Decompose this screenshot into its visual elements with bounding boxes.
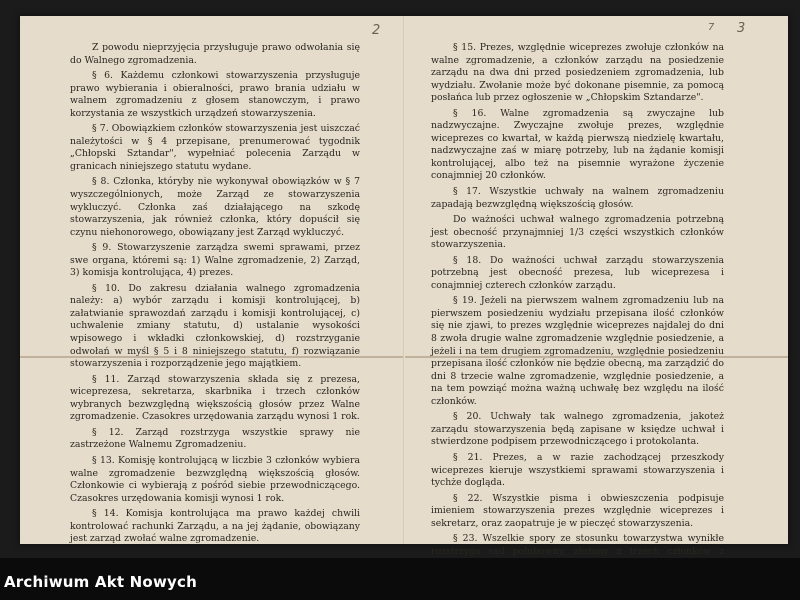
paragraph: § 16. Walne zgromadzenia są zwyczajne lub nadzwyczajne. Zwyczajne zwołuje prezes, względnie wiceprezes co kwartał, w każdą pierwszą niedzielę kwartału, nadzwyczajne zaś w miarę potrzeby, lub na żądanie komisji kontrolującej, albo też na pisemnie wyrażone życzenie conajmniej 20 członków.: [431, 107, 724, 182]
left-column: [70, 42, 360, 549]
paragraph: § 14. Komisja kontrolująca ma prawo każdej chwili kontrolować rachunki Zarządu, a na jej żądanie, obowiązany jest zarząd zwołać walne zgromadzenie.: [70, 508, 360, 545]
page-number-right: 3: [737, 21, 746, 36]
paragraph: § 19. Jeżeli na pierwszem walnem zgromadzeniu lub na pierwszem posiedzeniu wydziału przepisana ilość członków się nie zjawi, to prezes względnie wiceprezes najdalej do dni 8 zwoła drugie walne zgromadzenie względnie posiedzenie, a jeżeli i na tem drugiem zgromadzeniu, względnie posiedzeniu przepisana ilość członków nie będzie obecną, ma zarządzić do dni 8 trzecie walne zgromadzenie, względnie posiedzenie, a na tem powziąć można ważną uchwałę bez względu na ilość członków.: [431, 295, 724, 407]
paragraph: § 21. Prezes, a w razie zachodzącej przeszkody wiceprezes kieruje wszystkiemi sprawami stowarzyszenia i tychże dogląda.: [431, 451, 724, 489]
paragraph: § 13. Komisję kontrolującą w liczbie 3 członków wybiera walne zgromadzenie bezwzględną większością głosów. Członkowie ci wybierają z pośród siebie przewodniczącego. Czasokres urzędowania komisji wynosi 1 rok.: [70, 454, 360, 504]
paragraph: § 7. Obowiązkiem członków stowarzyszenia jest uiszczać należytości w § 4 przepisane, prenumerować tygodnik „Chłopski Sztandar", wypełniać polecenia Zarządu w granicach niniejszego statutu wydane.: [70, 123, 360, 172]
paragraph: § 23. Wszelkie spory ze stosunku towarzystwa wynikłe rozstrzyga sąd polubowny, złożony z trzech członków z: [431, 533, 724, 557]
page-number-left: 2: [372, 23, 381, 38]
center-fold: [403, 16, 405, 544]
paragraph: § 10. Do zakresu działania walnego zgromadzenia należy: a) wybór zarządu i komisji kontrolującej, b) załatwianie sprawozdań zarządu i komisji kontrolującej, c) uchwalenie zmiany statutu, d) ustalanie wysokości wpisowego i wkładki członkowskiej, d) rozstrzyganie odwołań w myśl § 5 i 8 niniejszego statutu, f) rozwiązanie stowarzyszenia i rozporządzenie jego majątkiem.: [70, 282, 360, 370]
paragraph: § 8. Członka, któryby nie wykonywał obowiązków w § 7 wyszczególnionych, może Zarząd ze stowarzyszenia wykluczyć. Członka zaś działającego na szkodę stowarzyszenia, jak również członka, który dopuścił się czynu niehonorowego, obowiązany jest Zarząd wykluczyć.: [70, 176, 360, 238]
paragraph: § 20. Uchwały tak walnego zgromadzenia, jakoteż zarządu stowarzyszenia będą zapisane w księdze uchwał i stwierdzone podpisem przewodniczącego i protokolanta.: [431, 411, 724, 448]
paragraph: § 22. Wszystkie pisma i obwieszczenia podpisuje imieniem stowarzyszenia prezes względnie wiceprezes i sekretarz, oraz zaopatruje je w pieczęć stowarzyszenia.: [431, 492, 724, 529]
paragraph: Z powodu nieprzyjęcia przysługuje prawo odwołania się do Walnego zgromadzenia.: [70, 42, 360, 66]
page-number-right-small: 7: [708, 22, 715, 33]
paragraph: § 9. Stowarzyszenie zarządza swemi sprawami, przez swe organa, któremi są: 1) Walne zgromadzenie, 2) Zarząd, 3) komisja kontrolująca, 4) prezes.: [70, 242, 360, 279]
right-column: [431, 42, 724, 574]
paragraph: § 15. Prezes, względnie wiceprezes zwołuje członków na walne zgromadzenie, a członków zarządu na posiedzenie zarządu na dwa dni przed posiedzeniem zgromadzenia, lub wydziału. Zwołanie może być dokonane pisemnie, za pomocą posłańca lub przez ogłoszenie w „Chłopskim Sztandarze".: [431, 42, 724, 104]
paragraph: § 11. Zarząd stowarzyszenia składa się z prezesa, wiceprezesa, sekretarza, skarbnika i trzech członków wybranych bezwzględną większością głosów przez Walne zgromadzenie. Czasokres urzędowania zarządu wynosi 1 rok.: [70, 373, 360, 423]
paragraph: § 17. Wszystkie uchwały na walnem zgromadzeniu zapadają bezwzględną większością głosów.: [431, 186, 724, 210]
archive-label: Archiwum Akt Nowych: [4, 573, 197, 591]
paragraph: § 18. Do ważności uchwał zarządu stowarzyszenia potrzebną jest obecność prezesa, lub wiceprezesa i conajmniej czterech członków zarządu.: [431, 254, 724, 291]
paragraph: § 12. Zarząd rozstrzyga wszystkie sprawy nie zastrzeżone Walnemu Zgromadzeniu.: [70, 426, 360, 451]
paragraph: Do ważności uchwał walnego zgromadzenia potrzebną jest obecność przynajmniej 1/3 części wszystkich członków stowarzyszenia.: [431, 214, 724, 251]
paragraph: § 6. Każdemu członkowi stowarzyszenia przysługuje prawo wybierania i obieralności, prawo brania udziału w walnem zgromadzeniu z głosem stanowczym, i prawo korzystania ze wszystkich urządzeń stowarzyszenia.: [70, 70, 360, 119]
